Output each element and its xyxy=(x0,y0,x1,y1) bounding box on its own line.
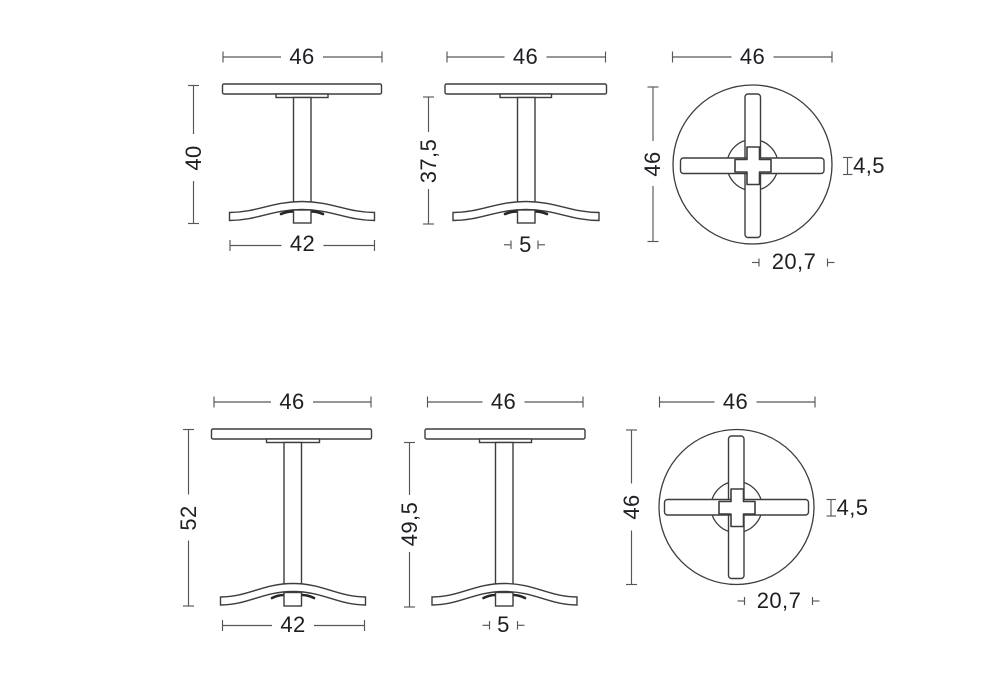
front-view-row2 xyxy=(183,397,372,632)
dim-label-height: 52 xyxy=(176,504,201,531)
dim-label-column-width: 5 xyxy=(497,611,510,637)
column xyxy=(284,443,302,594)
dim-label-top-width: 46 xyxy=(722,388,749,414)
column xyxy=(518,98,536,211)
plan-view-row1 xyxy=(648,52,853,267)
front-view-row1 xyxy=(188,52,382,252)
dim-label-top-width: 46 xyxy=(512,43,539,69)
rear-leg-mark xyxy=(484,595,496,598)
dimension-lines xyxy=(188,52,382,252)
dim-label-height: 40 xyxy=(181,144,206,171)
rear-leg-mark xyxy=(302,595,314,598)
plan-view-row2 xyxy=(626,397,836,606)
tabletop xyxy=(212,429,372,439)
column-socket xyxy=(719,489,755,527)
tabletop xyxy=(425,429,585,439)
side-view-row1 xyxy=(423,52,607,250)
dimension-lines xyxy=(423,52,606,250)
dim-label-height: 49,5 xyxy=(397,501,422,547)
dim-label-leg-thickness: 4,5 xyxy=(836,494,869,520)
dim-label-top-width: 46 xyxy=(279,388,305,414)
dim-label-column-width: 5 xyxy=(519,231,532,257)
column xyxy=(294,98,312,211)
dim-label-depth: 46 xyxy=(639,151,665,177)
dim-label-base-width: 42 xyxy=(280,612,306,637)
column-socket xyxy=(735,147,771,185)
column-foot xyxy=(518,210,536,223)
column-foot xyxy=(496,593,514,607)
column-foot xyxy=(294,210,312,223)
dim-label-top-width: 46 xyxy=(490,388,517,414)
tabletop xyxy=(445,84,607,94)
tabletop xyxy=(223,84,382,94)
dim-label-leg-length: 20,7 xyxy=(756,587,802,613)
dim-label-leg-length: 20,7 xyxy=(771,249,817,274)
dim-label-leg-thickness: 4,5 xyxy=(853,152,885,178)
column-foot xyxy=(284,593,302,607)
dim-label-depth: 46 xyxy=(618,494,644,520)
dim-label-top-width: 46 xyxy=(739,43,766,69)
side-view-row2 xyxy=(404,397,585,630)
dim-label-top-width: 46 xyxy=(289,43,315,69)
rear-leg-mark xyxy=(272,595,284,598)
dim-label-base-width: 42 xyxy=(289,231,316,256)
column xyxy=(496,443,514,594)
rear-leg-mark xyxy=(513,595,525,598)
dim-label-height: 37,5 xyxy=(416,138,441,183)
